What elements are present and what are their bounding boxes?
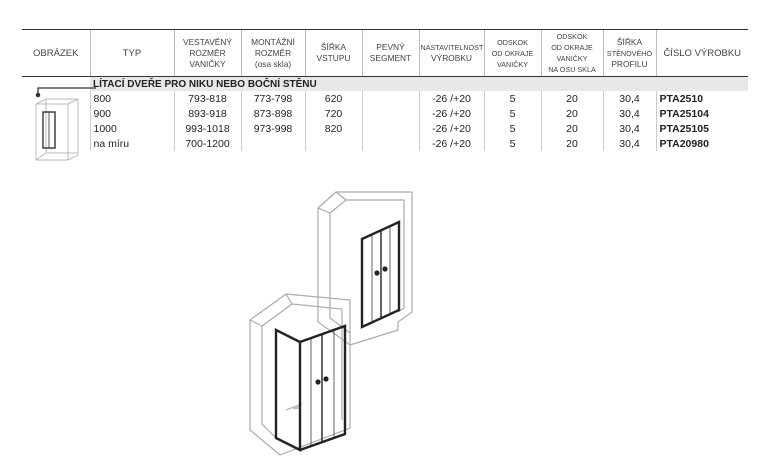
header-line: PEVNÝ: [376, 42, 405, 52]
header-line: SEGMENT: [369, 53, 412, 63]
cell-nastavitelnost: -26 /+20: [419, 106, 484, 121]
header-typ: [90, 30, 174, 77]
header-line: VANIČKY: [556, 54, 588, 63]
cell-pevny: [362, 136, 419, 151]
cell-montazni: 773-798: [241, 91, 305, 106]
header-line: MONTÁŽNÍ: [251, 36, 295, 47]
header-line: ROZMĚR: [254, 47, 292, 58]
cell-cislo: PTA25105: [656, 121, 748, 136]
cell-typ: na míru: [90, 136, 174, 151]
section-image-spacer: [22, 77, 90, 92]
corner-shower-illustration-icon: [250, 294, 350, 455]
header-odskok-osa-skla: [541, 30, 603, 77]
niche-shower-illustration-icon: [318, 192, 412, 345]
cell-typ: 800: [90, 91, 174, 106]
cell-cislo: PTA25104: [656, 106, 748, 121]
cell-profil: 30,4: [603, 136, 656, 151]
header-line: TYP: [122, 47, 142, 59]
cell-odskok2: 20: [541, 121, 603, 136]
header-line: VESTAVĚNÝ: [182, 36, 233, 47]
header-line: (osa skla): [254, 58, 292, 69]
cell-pevny: [362, 91, 419, 106]
cell-typ: 1000: [90, 121, 174, 136]
header-line: ODSKOK: [497, 37, 528, 47]
niche-shower-doors-icon: [362, 222, 399, 327]
cell-sirka: 820: [305, 121, 362, 136]
cell-odskok2: 20: [541, 136, 603, 151]
header-line: ŠÍŘKA: [616, 36, 643, 47]
header-cislo-vyrobku: [656, 30, 748, 77]
cell-profil: 30,4: [603, 106, 656, 121]
header-row: [22, 30, 748, 77]
header-line: OD OKRAJE: [491, 48, 534, 58]
image-cell: [22, 91, 90, 106]
image-cell: [22, 121, 90, 136]
cell-profil: 30,4: [603, 121, 656, 136]
cell-nastavitelnost: -26 /+20: [419, 121, 484, 136]
header-line: NA OSU SKLA: [548, 65, 596, 74]
header-line: PROFILU: [611, 58, 648, 69]
header-pevny-segment: [362, 30, 419, 77]
cell-sirka: 720: [305, 106, 362, 121]
corner-shower-handles-icon: [315, 376, 328, 384]
header-vestaveny-rozmer: [174, 30, 241, 77]
cell-nastavitelnost: -26 /+20: [419, 136, 484, 151]
table-row: [22, 91, 748, 106]
table-row: [22, 121, 748, 136]
image-cell: [22, 136, 90, 151]
cell-sirka: [305, 136, 362, 151]
section-title: LÍTACÍ DVEŘE PRO NIKU NEBO BOČNÍ STĚNU: [90, 77, 748, 92]
header-line: STĚNOVÉHO: [606, 48, 653, 58]
cell-montazni: 873-898: [241, 106, 305, 121]
cell-odskok2: 20: [541, 91, 603, 106]
header-line: VANIČKY: [189, 58, 226, 69]
header-line: VSTUPU: [316, 53, 351, 63]
cell-vestaveny: 793-818: [174, 91, 241, 106]
product-table: [22, 29, 748, 151]
header-line: ODSKOK: [556, 32, 588, 41]
cell-sirka: 620: [305, 91, 362, 106]
header-line: OBRÁZEK: [33, 47, 79, 59]
cell-cislo: PTA2510: [656, 91, 748, 106]
header-montazni-rozmer: [241, 30, 305, 77]
niche-shower-handles-icon: [374, 266, 387, 275]
header-line: NASTAVITELNOST: [420, 43, 484, 52]
cell-montazni: [241, 136, 305, 151]
cell-typ: 900: [90, 106, 174, 121]
header-nastavitelnost: [419, 30, 484, 77]
cell-montazni: 973-998: [241, 121, 305, 136]
image-cell: [22, 106, 90, 121]
cell-pevny: [362, 106, 419, 121]
header-sirka-vstupu: [305, 30, 362, 77]
corner-shower-drain-icon: [293, 406, 299, 409]
cell-pevny: [362, 121, 419, 136]
table-row: [22, 136, 748, 151]
corner-shower-doors-icon: [300, 326, 345, 450]
cell-odskok1: 5: [484, 121, 541, 136]
table-row: [22, 106, 748, 121]
table-body: [22, 77, 748, 152]
cell-odskok1: 5: [484, 136, 541, 151]
corner-shower-side-panel-icon: [276, 330, 300, 450]
cell-profil: 30,4: [603, 91, 656, 106]
cell-odskok1: 5: [484, 91, 541, 106]
header-line: OD OKRAJE: [551, 43, 593, 52]
header-line: VÝROBKU: [431, 53, 472, 63]
section-row: [22, 77, 748, 92]
cell-odskok1: 5: [484, 106, 541, 121]
header-obrazek: [22, 30, 90, 77]
header-line: ČÍSLO VÝROBKU: [663, 47, 742, 59]
cell-vestaveny: 993-1018: [174, 121, 241, 136]
cell-cislo: PTA20980: [656, 136, 748, 151]
cell-odskok2: 20: [541, 106, 603, 121]
header-line: ROZMĚR: [189, 47, 226, 58]
header-odskok-vanicky: [484, 30, 541, 77]
header-sirka-profilu: [603, 30, 656, 77]
cell-nastavitelnost: -26 /+20: [419, 91, 484, 106]
cell-vestaveny: 700-1200: [174, 136, 241, 151]
header-line: VANIČKY: [496, 59, 529, 69]
cell-vestaveny: 893-918: [174, 106, 241, 121]
header-line: ŠÍŘKA: [320, 42, 347, 52]
product-table-wrap: [22, 29, 748, 151]
